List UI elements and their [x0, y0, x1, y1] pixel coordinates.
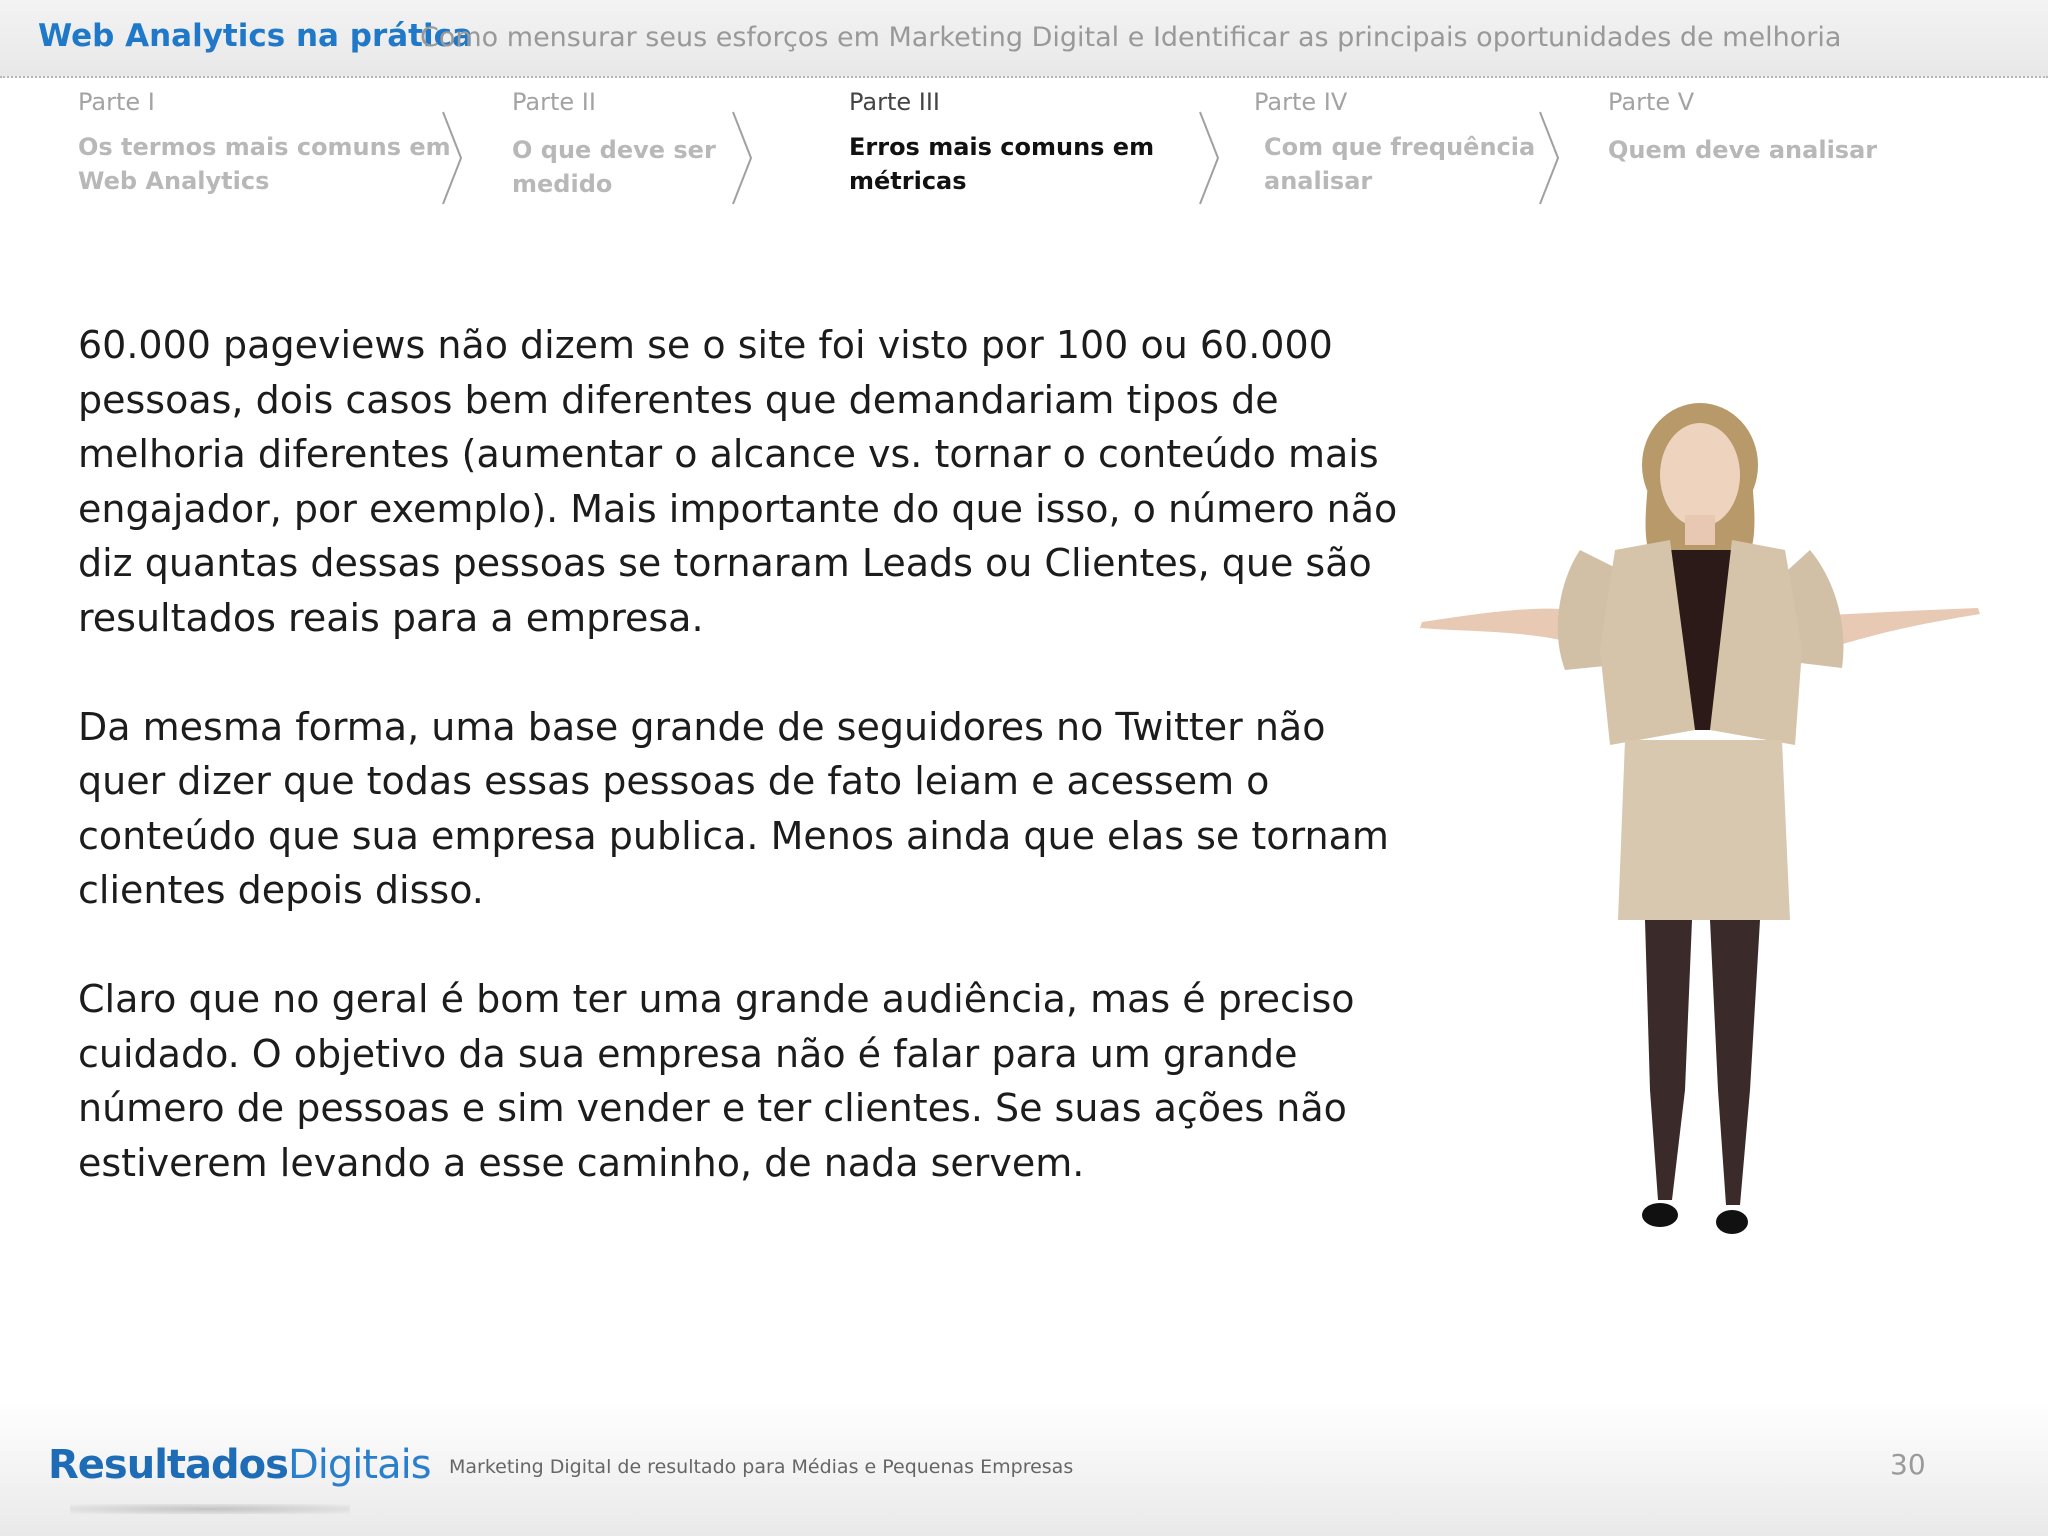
step-parte-1[interactable] [78, 88, 451, 198]
step-parte-2[interactable] [512, 88, 716, 201]
paragraph: Da mesma forma, uma base grande de seguidores no Twitter não quer dizer que todas essas pessoas de fato leiam e acessem o conteúdo que sua empresa publica. Menos ainda que elas se tornam clientes depois disso. [78, 704, 1389, 912]
chevron-right-icon [731, 110, 753, 206]
step-parte-5[interactable] [1608, 88, 1877, 167]
resultados-digitais-logo [48, 1442, 431, 1488]
logo-text-bold: Resultados [48, 1442, 288, 1488]
step-number: Parte V [1608, 88, 1695, 116]
header-bar [0, 0, 2048, 78]
section-navigation [0, 80, 2048, 210]
step-parte-4[interactable] [1254, 88, 1535, 198]
step-parte-3[interactable] [849, 88, 1154, 198]
step-title: Os termos mais comuns em Web Analytics [78, 133, 451, 195]
logo-shadow [70, 1504, 350, 1514]
step-number: Parte I [78, 88, 155, 116]
page-number: 30 [1890, 1448, 1926, 1481]
chevron-right-icon [441, 110, 463, 206]
chevron-right-icon [1538, 110, 1560, 206]
paragraph: Claro que no geral é bom ter uma grande audiência, mas é preciso cuidado. O objetivo da sua empresa não é falar para um grande número de pessoas e sim vender e ter clientes. Se suas ações não estiverem levando a esse caminho, de nada servem. [78, 977, 1355, 1185]
slide-body [78, 318, 1418, 1245]
step-title: Erros mais comuns em métricas [849, 133, 1155, 195]
step-number: Parte IV [1254, 88, 1348, 116]
step-title: Quem deve analisar [1608, 136, 1878, 164]
paragraph: 60.000 pageviews não dizem se o site foi visto por 100 ou 60.000 pessoas, dois casos bem diferentes que demandariam tipos de melhoria diferentes (aumentar o alcance vs. tornar o conteúdo mais engajador, por exemplo). Mais importante do que isso, o número não diz quantas dessas pessoas se tornaram Leads ou Clientes, que são resultados reais para a empresa. [78, 323, 1398, 640]
footer-bar [0, 1400, 2048, 1536]
step-title: Com que frequência analisar [1264, 133, 1536, 195]
step-number: Parte II [512, 88, 596, 116]
logo-text-light: Digitais [287, 1442, 431, 1488]
step-number: Parte III [849, 88, 941, 116]
footer-tagline: Marketing Digital de resultado para Médias e Pequenas Empresas [449, 1456, 1074, 1478]
presentation-title: Web Analytics na prática [38, 18, 473, 54]
woman-shrugging-illustration [1410, 400, 1990, 1250]
presentation-subtitle: Como mensurar seus esforços em Marketing Digital e Identificar as principais oportunidades de melhoria [420, 22, 1842, 53]
chevron-right-icon [1198, 110, 1220, 206]
step-title: O que deve ser medido [512, 136, 716, 198]
